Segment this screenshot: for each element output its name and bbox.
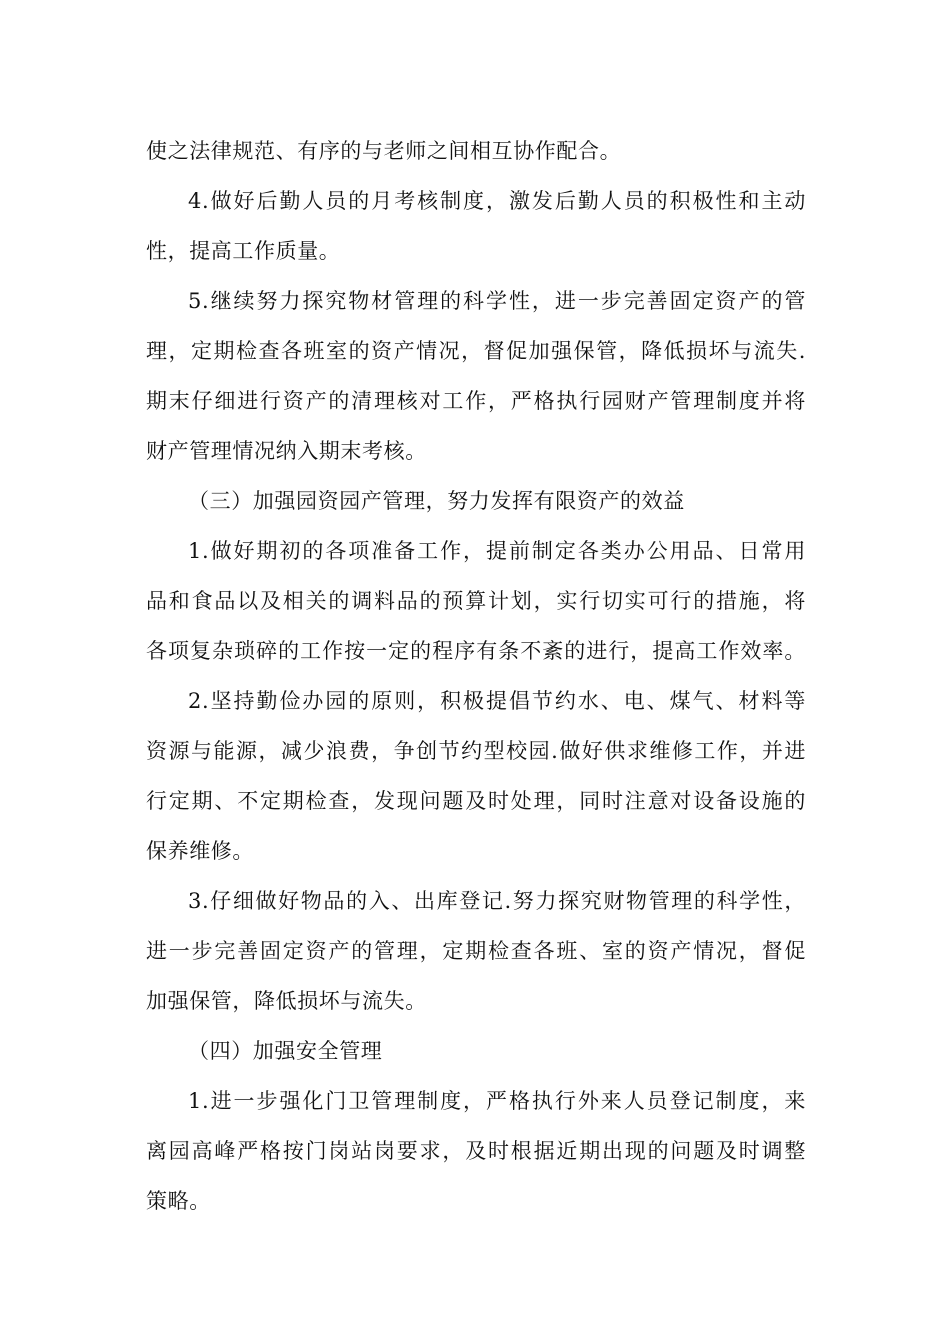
- paragraph-line: 期末仔细进行资产的清理核对工作，严格执行园财产管理制度并将: [146, 389, 806, 413]
- section-heading: （三）加强园资园产管理，努力发挥有限资产的效益: [188, 489, 685, 513]
- paragraph-line: 1.做好期初的各项准备工作，提前制定各类办公用品、日常用: [188, 539, 806, 563]
- paragraph-line: 5.继续努力探究物材管理的科学性，进一步完善固定资产的管: [188, 289, 806, 313]
- section-heading: （四）加强安全管理: [188, 1039, 383, 1063]
- paragraph-line: 策略。: [146, 1189, 211, 1213]
- paragraph-line: 加强保管，降低损坏与流失。: [146, 989, 427, 1013]
- paragraph-line: 进一步完善固定资产的管理，定期检查各班、室的资产情况，督促: [146, 939, 806, 963]
- paragraph-line: 各项复杂琐碎的工作按一定的程序有条不紊的进行，提高工作效率。: [146, 639, 806, 663]
- paragraph-line: 品和食品以及相关的调料品的预算计划，实行切实可行的措施，将: [146, 589, 806, 613]
- paragraph-line: 保养维修。: [146, 839, 254, 863]
- paragraph-line: 行定期、不定期检查，发现问题及时处理，同时注意对设备设施的: [146, 789, 806, 813]
- paragraph-line: 2.坚持勤俭办园的原则，积极提倡节约水、电、煤气、材料等: [188, 689, 806, 713]
- paragraph-line: 资源与能源，减少浪费，争创节约型校园.做好供求维修工作，并进: [146, 739, 806, 763]
- paragraph-line: 使之法律规范、有序的与老师之间相互协作配合。: [146, 139, 622, 163]
- paragraph-line: 4.做好后勤人员的月考核制度，激发后勤人员的积极性和主动: [188, 189, 806, 213]
- paragraph-line: 性，提高工作质量。: [146, 239, 341, 263]
- paragraph-line: 1.进一步强化门卫管理制度，严格执行外来人员登记制度，来: [188, 1089, 806, 1113]
- paragraph-line: 3.仔细做好物品的入、出库登记.努力探究财物管理的科学性，: [188, 889, 806, 913]
- paragraph-line: 离园高峰严格按门岗站岗要求，及时根据近期出现的问题及时调整: [146, 1139, 806, 1163]
- paragraph-line: 理，定期检查各班室的资产情况，督促加强保管，降低损坏与流失.: [146, 339, 806, 363]
- paragraph-line: 财产管理情况纳入期末考核。: [146, 439, 427, 463]
